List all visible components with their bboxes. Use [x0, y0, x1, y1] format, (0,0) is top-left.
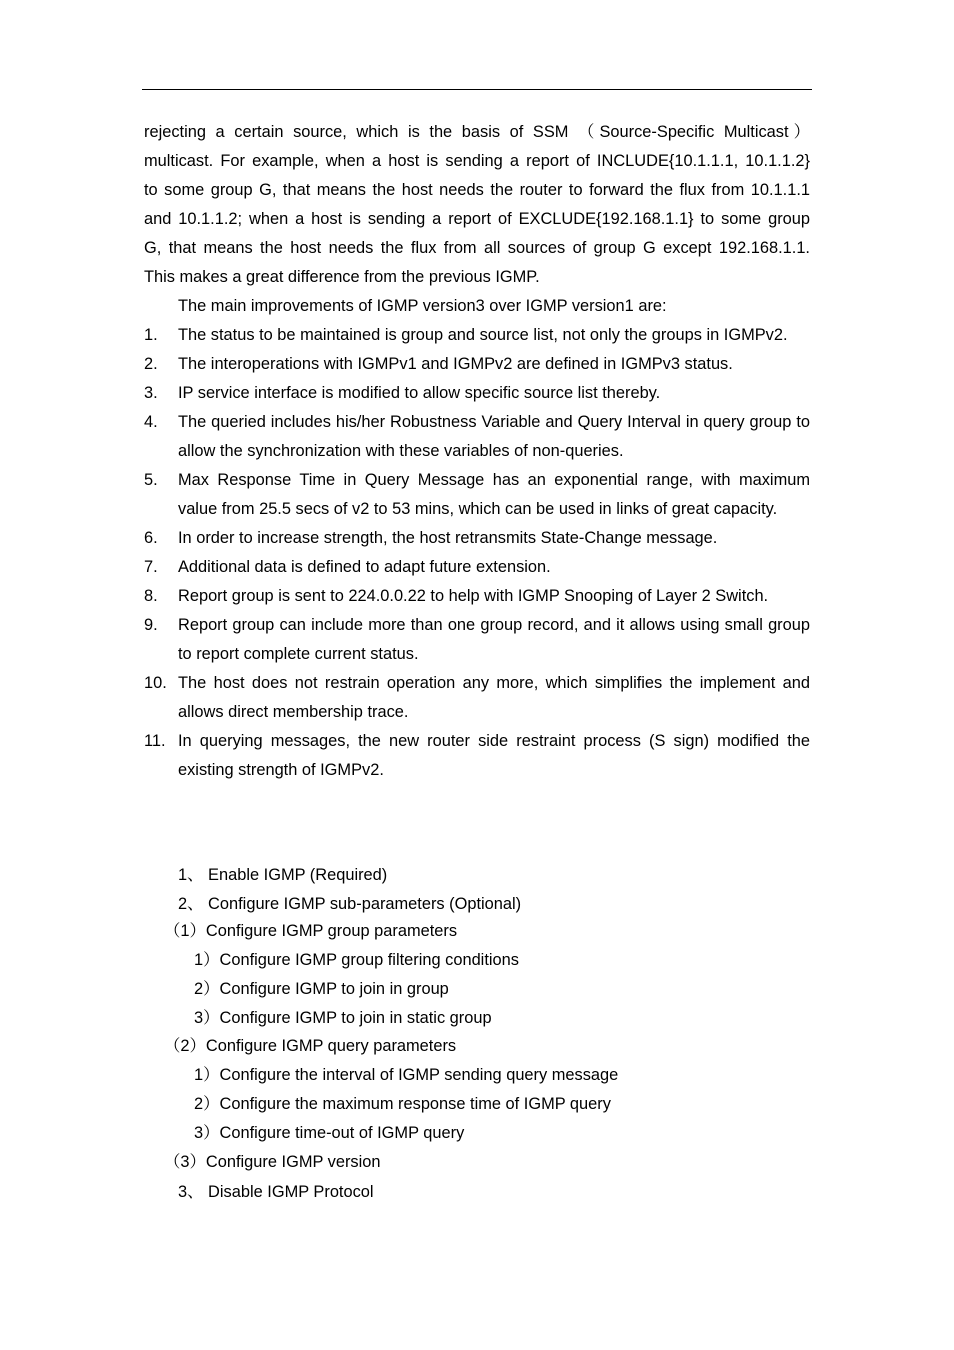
item-number: 10. [144, 674, 167, 692]
list-item [144, 379, 810, 408]
item-text: Report group can include more than one group record, and it allows using small group to report complete current status. [178, 616, 810, 663]
improvements-heading: The main improvements of IGMP version3 over IGMP version1 are: [178, 297, 667, 315]
header-rule [142, 89, 812, 90]
config-subsubstep: 3）Configure IGMP to join in static group [194, 1009, 492, 1027]
item-number: 1. [144, 326, 158, 344]
config-subsubstep: 2）Configure IGMP to join in group [194, 980, 449, 998]
improvements-list [144, 321, 810, 785]
list-item [144, 611, 810, 669]
item-number: 9. [144, 616, 158, 634]
item-number: 6. [144, 529, 158, 547]
item-number: 7. [144, 558, 158, 576]
intro-line: and 10.1.1.2; when a host is sending a report of EXCLUDE{192.168.1.1} to some group [144, 210, 810, 228]
item-number: 11. [144, 732, 166, 750]
config-substep: （3）Configure IGMP version [164, 1153, 381, 1171]
config-subsubstep: 1）Configure the interval of IGMP sending query message [194, 1066, 619, 1084]
list-item [144, 321, 810, 350]
config-subsubstep: 2）Configure the maximum response time of IGMP query [194, 1095, 611, 1113]
list-item [144, 727, 810, 785]
item-number: 2. [144, 355, 158, 373]
config-substep: （2）Configure IGMP query parameters [164, 1037, 457, 1055]
item-text: Additional data is defined to adapt future extension. [178, 558, 551, 576]
intro-line: multicast. For example, when a host is sending a report of INCLUDE{10.1.1.1, 10.1.1.2} [144, 152, 810, 170]
item-number: 3. [144, 384, 158, 402]
item-text: The queried includes his/her Robustness Variable and Query Interval in query group to allow the synchronization with these variables of non-queries. [178, 413, 810, 460]
item-text: IP service interface is modified to allow specific source list thereby. [178, 384, 661, 402]
config-step: 2、 Configure IGMP sub-parameters (Optional) [178, 895, 522, 913]
list-item [144, 582, 810, 611]
list-item [144, 408, 810, 466]
intro-paragraph [144, 118, 810, 292]
config-subsubstep: 1）Configure IGMP group filtering conditions [194, 951, 519, 969]
item-text: The host does not restrain operation any more, which simplifies the implement and allows direct membership trace. [178, 674, 810, 721]
item-text: In querying messages, the new router side restraint process (S sign) modified the existing strength of IGMPv2. [178, 732, 810, 779]
item-text: Report group is sent to 224.0.0.22 to help with IGMP Snooping of Layer 2 Switch. [178, 587, 769, 605]
intro-line: to some group G, that means the host needs the router to forward the flux from 10.1.1.1 [144, 181, 810, 199]
list-item [144, 553, 810, 582]
intro-line: rejecting a certain source, which is the basis of SSM （Source-Specific Multicast） [144, 123, 810, 141]
config-substep: （1）Configure IGMP group parameters [164, 922, 458, 940]
item-number: 4. [144, 413, 158, 431]
config-step: 1、 Enable IGMP (Required) [178, 866, 388, 884]
list-item [144, 669, 810, 727]
item-text: The interoperations with IGMPv1 and IGMPv2 are defined in IGMPv3 status. [178, 355, 733, 373]
intro-line: G, that means the host needs the flux from all sources of group G except 192.168.1.1. [144, 239, 810, 257]
list-item [144, 350, 810, 379]
document-body [144, 118, 810, 785]
item-text: Max Response Time in Query Message has an exponential range, with maximum value from 25.5 secs of v2 to 53 mins, which can be used in links of great capacity. [178, 471, 810, 518]
config-subsubstep: 3）Configure time-out of IGMP query [194, 1124, 465, 1142]
list-item [144, 524, 810, 553]
item-number: 8. [144, 587, 158, 605]
config-step: 3、 Disable IGMP Protocol [178, 1183, 374, 1201]
item-text: The status to be maintained is group and source list, not only the groups in IGMPv2. [178, 326, 788, 344]
list-item [144, 466, 810, 524]
intro-line: This makes a great difference from the previous IGMP. [144, 268, 540, 286]
item-number: 5. [144, 471, 158, 489]
item-text: In order to increase strength, the host retransmits State-Change message. [178, 529, 718, 547]
